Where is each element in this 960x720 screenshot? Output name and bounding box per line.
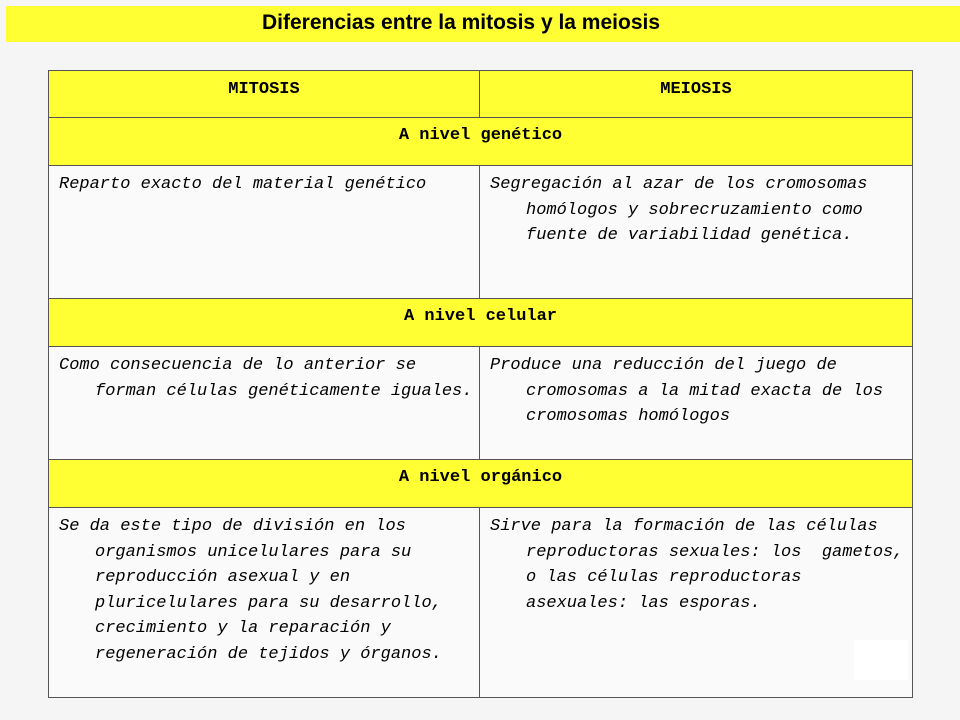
table-row <box>49 166 913 299</box>
section-header-genetic <box>49 118 913 166</box>
cell-text: Como consecuencia de lo anterior se forman células genéticamente iguales. <box>59 356 473 401</box>
cell-text: Sirve para la formación de las células reproductoras sexuales: los gametos, o las células reproductoras asexuales: las esporas. <box>490 517 914 613</box>
section-header-cellular <box>49 299 913 347</box>
cell-mitosis-organic <box>49 508 480 698</box>
cell-text: Se da este tipo de división en los organismos unicelulares para su reproducción asexual y en pluricelulares para su desarrollo, crecimiento y la reparación y regeneración de tejidos y órganos. <box>59 517 453 664</box>
section-row <box>49 299 913 347</box>
column-header-label: MEIOSIS <box>660 79 732 99</box>
cell-meiosis-cellular <box>480 347 913 460</box>
cell-meiosis-organic <box>480 508 913 698</box>
comparison-table <box>48 70 913 698</box>
column-header-meiosis <box>480 71 913 118</box>
column-header-mitosis <box>49 71 480 118</box>
cell-mitosis-cellular <box>49 347 480 460</box>
cell-text: Reparto exacto del material genético <box>59 175 427 194</box>
column-header-label: MITOSIS <box>228 79 300 99</box>
section-label: A nivel celular <box>403 307 558 326</box>
section-header-organic <box>49 460 913 508</box>
section-row <box>49 460 913 508</box>
cell-text: Segregación al azar de los cromosomas homólogos y sobrecruzamiento como fuente de variabilidad genética. <box>490 175 878 245</box>
table-row <box>49 347 913 460</box>
cell-text: Produce una reducción del juego de cromosomas a la mitad exacta de los cromosomas homólogos <box>490 356 894 426</box>
cell-meiosis-genetic <box>480 166 913 299</box>
title-bar <box>6 6 960 42</box>
section-label: A nivel orgánico <box>398 468 563 487</box>
section-row <box>49 118 913 166</box>
table-row <box>49 508 913 698</box>
blank-patch <box>854 640 908 680</box>
section-label: A nivel genético <box>398 126 563 145</box>
cell-mitosis-genetic <box>49 166 480 299</box>
page-title: Diferencias entre la mitosis y la meiosis <box>262 11 661 34</box>
header-row <box>49 71 913 118</box>
